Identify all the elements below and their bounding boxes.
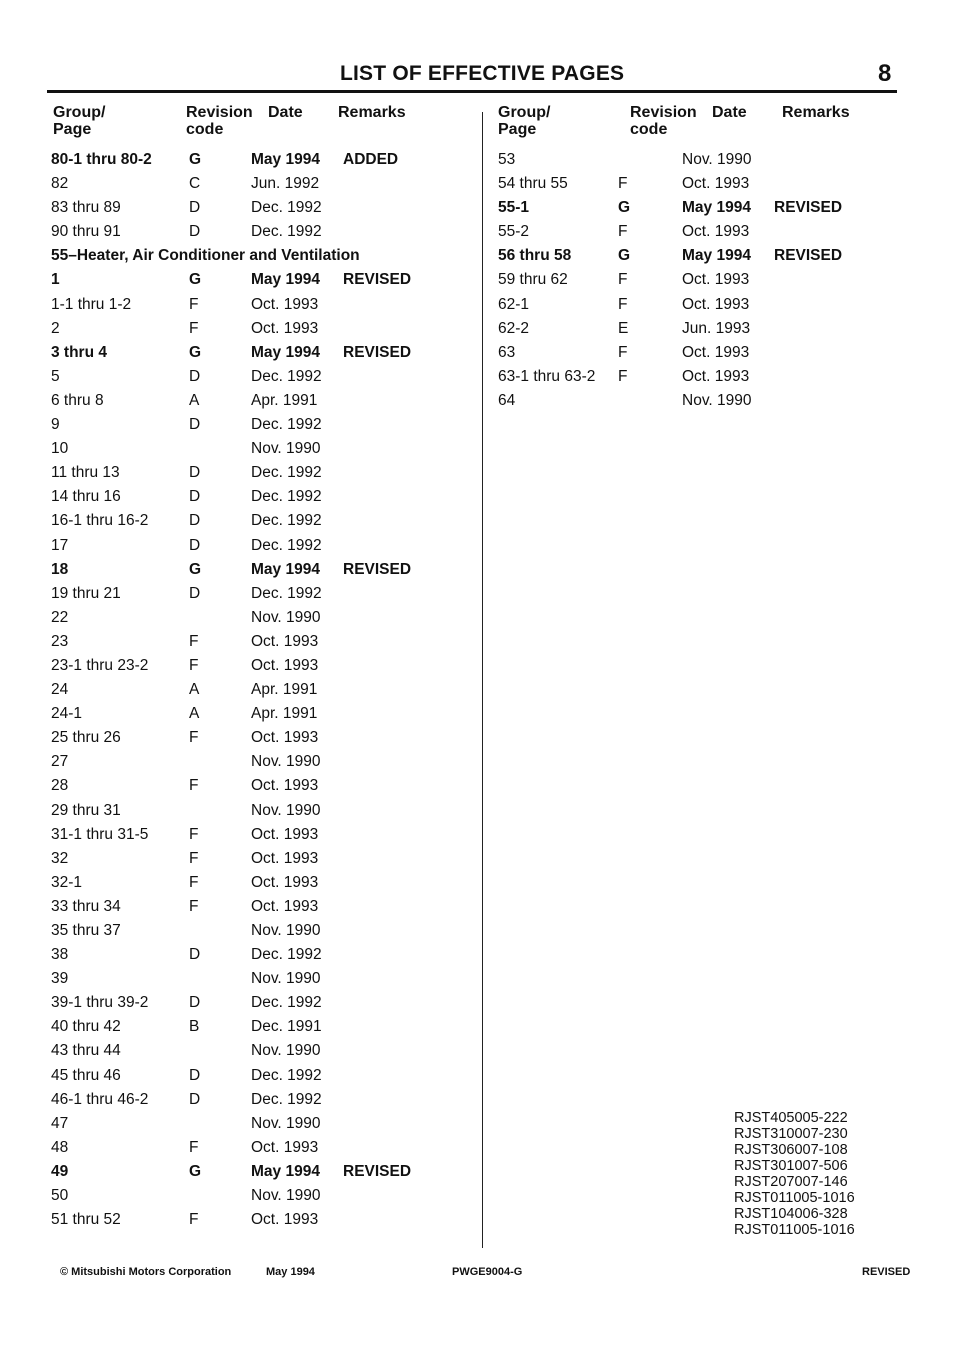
revision-code-cell: D [189,994,201,1012]
date-cell: Jun. 1993 [682,319,751,337]
header-revision-left [186,104,253,138]
page-cell: 27 [51,753,69,771]
date-cell: Oct. 1993 [251,319,319,337]
revision-code-cell: F [189,729,199,747]
header-remarks-left: Remarks [338,104,406,121]
date-cell: Oct. 1993 [251,897,319,915]
table-row [51,1163,471,1187]
table-row [51,537,471,561]
table-row [498,392,918,416]
date-cell: May 1994 [251,151,320,168]
page-cell: 59 thru 62 [498,271,568,289]
remarks-cell: REVISED [774,199,843,217]
date-cell: Oct. 1993 [682,295,750,313]
revision-code-cell: F [618,295,628,313]
remarks-cell: REVISED [774,247,843,265]
table-row [51,512,471,536]
date-cell: Oct. 1993 [251,1211,319,1229]
table-row [51,320,471,344]
revision-code-cell: D [189,1090,201,1108]
table-row [51,416,471,440]
page-cell: 3 thru 4 [51,343,107,361]
page-cell: 62-1 [498,295,530,313]
header-group-right [498,104,550,138]
date-cell: Jun. 1992 [251,175,320,193]
table-row [51,802,471,826]
page-cell: 63 [498,343,516,361]
date-cell: Dec. 1991 [251,1018,322,1036]
table-row [498,247,918,271]
date-cell: Dec. 1992 [251,1090,322,1108]
date-cell: Dec. 1992 [251,367,322,385]
reference-code: RJST207007-146 [734,1174,848,1190]
table-row [51,826,471,850]
title-rule [47,90,897,93]
revision-code-cell: D [189,367,201,385]
remarks-cell: REVISED [343,560,412,578]
page-cell: 45 thru 46 [51,1066,121,1084]
table-row [51,368,471,392]
page-cell: 2 [51,319,60,337]
header-code-label: code [186,121,224,138]
header-date-right: Date [712,104,747,121]
table-row [51,440,471,464]
date-cell: Dec. 1992 [251,512,322,530]
page-cell: 83 thru 89 [51,199,121,217]
table-row [51,898,471,922]
revision-code-cell: F [189,1211,199,1229]
page-cell: 14 thru 16 [51,488,121,506]
page-cell: 24-1 [51,705,83,723]
table-row [51,1091,471,1115]
revision-code-cell: B [189,1018,200,1036]
page-cell: 32-1 [51,873,83,891]
date-cell: Oct. 1993 [682,367,750,385]
header-revision-label: Revision [186,104,253,121]
page-cell: 90 thru 91 [51,223,121,241]
date-cell: Dec. 1992 [251,536,322,554]
revision-code-cell: D [189,488,201,506]
date-cell: Nov. 1990 [682,391,752,409]
date-cell: Dec. 1992 [251,199,322,217]
page-cell: 1 [51,271,60,289]
revision-code-cell: F [189,295,199,313]
revision-code-cell: G [189,271,202,289]
date-cell: May 1994 [251,560,320,578]
page-cell: 39-1 thru 39-2 [51,994,149,1012]
date-cell: Oct. 1993 [251,1138,319,1156]
table-row [51,296,471,320]
table-row [51,344,471,368]
date-cell: Oct. 1993 [682,343,750,361]
revision-code-cell: D [189,946,201,964]
date-cell: Oct. 1993 [251,873,319,891]
revision-code-cell: D [189,536,201,554]
reference-code: RJST011005-1016 [734,1190,855,1206]
date-cell: May 1994 [251,343,320,361]
table-row [498,175,918,199]
table-row [51,488,471,512]
revision-code-cell: G [618,247,631,265]
table-row [51,1042,471,1066]
page-cell: 47 [51,1114,69,1132]
table-row [51,994,471,1018]
date-cell: Oct. 1993 [251,632,319,650]
remarks-cell: ADDED [343,151,399,168]
revision-code-cell: D [189,584,201,602]
date-cell: Nov. 1990 [251,753,321,771]
table-row [51,392,471,416]
date-cell: Nov. 1990 [251,1187,321,1205]
reference-code: RJST011005-1016 [734,1222,855,1238]
remarks-cell: REVISED [343,1162,412,1180]
right-table [498,151,918,416]
page-cell: 80-1 thru 80-2 [51,151,152,168]
table-row [51,561,471,585]
revision-code-cell: F [618,175,628,193]
revision-code-cell: D [189,223,201,241]
header-group-left [53,104,105,138]
page-cell: 28 [51,777,69,795]
table-row [51,777,471,801]
revision-code-cell: F [189,849,199,867]
page-cell: 55-1 [498,199,530,217]
revision-code-cell: F [189,632,199,650]
revision-code-cell: G [189,560,202,578]
table-row [51,271,471,295]
revision-code-cell: F [618,343,628,361]
reference-code: RJST405005-222 [734,1110,848,1126]
page-cell: 43 thru 44 [51,1042,121,1060]
date-cell: Nov. 1990 [251,922,321,939]
header-page-label: Page [53,121,92,138]
page-cell: 1-1 thru 1-2 [51,295,132,313]
table-row [498,223,918,247]
revision-code-cell: F [189,873,199,891]
revision-code-cell: F [189,825,199,843]
revision-code-cell: A [189,705,200,723]
date-cell: Dec. 1992 [251,946,322,964]
revision-code-cell: D [189,512,201,530]
table-row [498,271,918,295]
revision-code-cell: F [189,319,199,337]
page-cell: 19 thru 21 [51,584,121,602]
date-cell: Oct. 1993 [682,175,750,193]
table-row [51,729,471,753]
page-cell: 82 [51,175,69,193]
table-row [51,970,471,994]
page-cell: 24 [51,681,69,699]
date-cell: Nov. 1990 [251,608,321,626]
revision-code-cell: C [189,175,201,193]
section-title: 55–Heater, Air Conditioner and Ventilation [51,247,360,265]
table-row [51,609,471,633]
table-row [51,1115,471,1139]
page-cell: 53 [498,151,516,168]
table-row [498,344,918,368]
reference-codes [734,1110,855,1238]
header-group-label: Group/ [53,104,106,121]
page-cell: 64 [498,391,516,409]
date-cell: May 1994 [682,247,751,265]
table-row [51,753,471,777]
page-cell: 39 [51,970,69,988]
date-cell: Nov. 1990 [251,440,321,458]
header-page-label: Page [498,121,537,138]
table-row [51,874,471,898]
page-cell: 55-2 [498,223,530,241]
revision-code-cell: F [189,777,199,795]
page-cell: 46-1 thru 46-2 [51,1090,149,1108]
header-code-label: code [630,121,668,138]
table-row [51,151,471,175]
table-row [51,705,471,729]
table-row [51,199,471,223]
remarks-cell: REVISED [343,343,412,361]
date-cell: Apr. 1991 [251,391,318,409]
page-cell: 63-1 thru 63-2 [498,367,596,385]
table-row [51,657,471,681]
date-cell: Oct. 1993 [251,825,319,843]
date-cell: Apr. 1991 [251,681,318,699]
revision-code-cell: D [189,199,201,217]
revision-code-cell: D [189,464,201,482]
remarks-cell: REVISED [343,271,412,289]
page-cell: 22 [51,608,69,626]
date-cell: Nov. 1990 [251,801,321,819]
date-cell: Dec. 1992 [251,584,322,602]
revision-code-cell: G [189,1162,202,1180]
table-row [51,1139,471,1163]
page-cell: 48 [51,1138,69,1156]
date-cell: May 1994 [251,1162,320,1180]
header-remarks-right: Remarks [782,104,850,121]
date-cell: Nov. 1990 [251,970,321,988]
page-cell: 23 [51,632,69,650]
date-cell: Nov. 1990 [251,1114,321,1132]
revision-code-cell: F [189,897,199,915]
footer-status: REVISED [862,1266,911,1278]
table-row [498,151,918,175]
date-cell: May 1994 [251,271,320,289]
date-cell: Oct. 1993 [682,271,750,289]
page-cell: 51 thru 52 [51,1211,121,1229]
table-row [51,223,471,247]
page-cell: 49 [51,1162,69,1180]
revision-code-cell: A [189,391,200,409]
page-cell: 31-1 thru 31-5 [51,825,149,843]
date-cell: Dec. 1992 [251,223,322,241]
page-cell: 54 thru 55 [498,175,568,193]
page-cell: 11 thru 13 [51,464,120,482]
header-revision-label: Revision [630,104,697,121]
page-cell: 35 thru 37 [51,922,121,939]
page-cell: 38 [51,946,69,964]
date-cell: Dec. 1992 [251,994,322,1012]
section-heading [51,247,471,271]
table-row [51,681,471,705]
page-cell: 16-1 thru 16-2 [51,512,149,530]
table-row [51,1018,471,1042]
table-row [51,1067,471,1091]
table-row [51,175,471,199]
column-divider [482,112,483,1248]
table-row [51,1187,471,1211]
revision-code-cell: E [618,319,629,337]
date-cell: Dec. 1992 [251,488,322,506]
date-cell: Apr. 1991 [251,705,318,723]
header-date-left: Date [268,104,303,121]
reference-code: RJST310007-230 [734,1126,848,1142]
header-group-label: Group/ [498,104,551,121]
page-cell: 56 thru 58 [498,247,572,265]
page-cell: 9 [51,416,60,434]
revision-code-cell: D [189,1066,201,1084]
date-cell: Oct. 1993 [251,295,319,313]
footer-code: PWGE9004-G [452,1266,523,1278]
date-cell: Nov. 1990 [682,151,752,168]
table-row [51,946,471,970]
date-cell: Oct. 1993 [251,849,319,867]
date-cell: Dec. 1992 [251,1066,322,1084]
reference-code: RJST301007-506 [734,1158,848,1174]
revision-code-cell: G [189,151,202,168]
table-row [51,464,471,488]
footer-date: May 1994 [266,1266,315,1278]
table-row [51,1211,471,1235]
revision-code-cell: F [189,1138,199,1156]
table-row [498,296,918,320]
page-cell: 29 thru 31 [51,801,121,819]
table-row [51,850,471,874]
page-cell: 5 [51,367,60,385]
table-row [51,633,471,657]
revision-code-cell: F [189,656,199,674]
revision-code-cell: F [618,367,628,385]
page-cell: 25 thru 26 [51,729,121,747]
page-cell: 62-2 [498,319,530,337]
revision-code-cell: G [189,343,202,361]
page-cell: 32 [51,849,69,867]
page-number: 8 [878,60,892,87]
date-cell: Dec. 1992 [251,416,322,434]
page-cell: 18 [51,560,69,578]
left-table [51,151,471,1235]
date-cell: Oct. 1993 [251,656,319,674]
revision-code-cell: G [618,199,631,217]
table-row [498,320,918,344]
page-cell: 23-1 thru 23-2 [51,656,149,674]
table-row [498,368,918,392]
table-row [51,922,471,946]
page-cell: 40 thru 42 [51,1018,121,1036]
date-cell: Nov. 1990 [251,1042,321,1060]
reference-code: RJST306007-108 [734,1142,848,1158]
footer-copyright: © Mitsubishi Motors Corporation [60,1266,232,1278]
date-cell: Oct. 1993 [251,729,319,747]
page-cell: 50 [51,1187,69,1205]
date-cell: May 1994 [682,199,751,217]
page-cell: 17 [51,536,69,554]
revision-code-cell: F [618,271,628,289]
revision-code-cell: D [189,416,201,434]
table-row [51,585,471,609]
page-title: LIST OF EFFECTIVE PAGES [340,62,625,85]
revision-code-cell: F [618,223,628,241]
revision-code-cell: A [189,681,200,699]
date-cell: Oct. 1993 [251,777,319,795]
page-cell: 33 thru 34 [51,897,121,915]
date-cell: Dec. 1992 [251,464,322,482]
header-revision-right [630,104,697,138]
page-cell: 10 [51,440,69,458]
page-cell: 6 thru 8 [51,391,104,409]
table-row [498,199,918,223]
reference-code: RJST104006-328 [734,1206,848,1222]
date-cell: Oct. 1993 [682,223,750,241]
